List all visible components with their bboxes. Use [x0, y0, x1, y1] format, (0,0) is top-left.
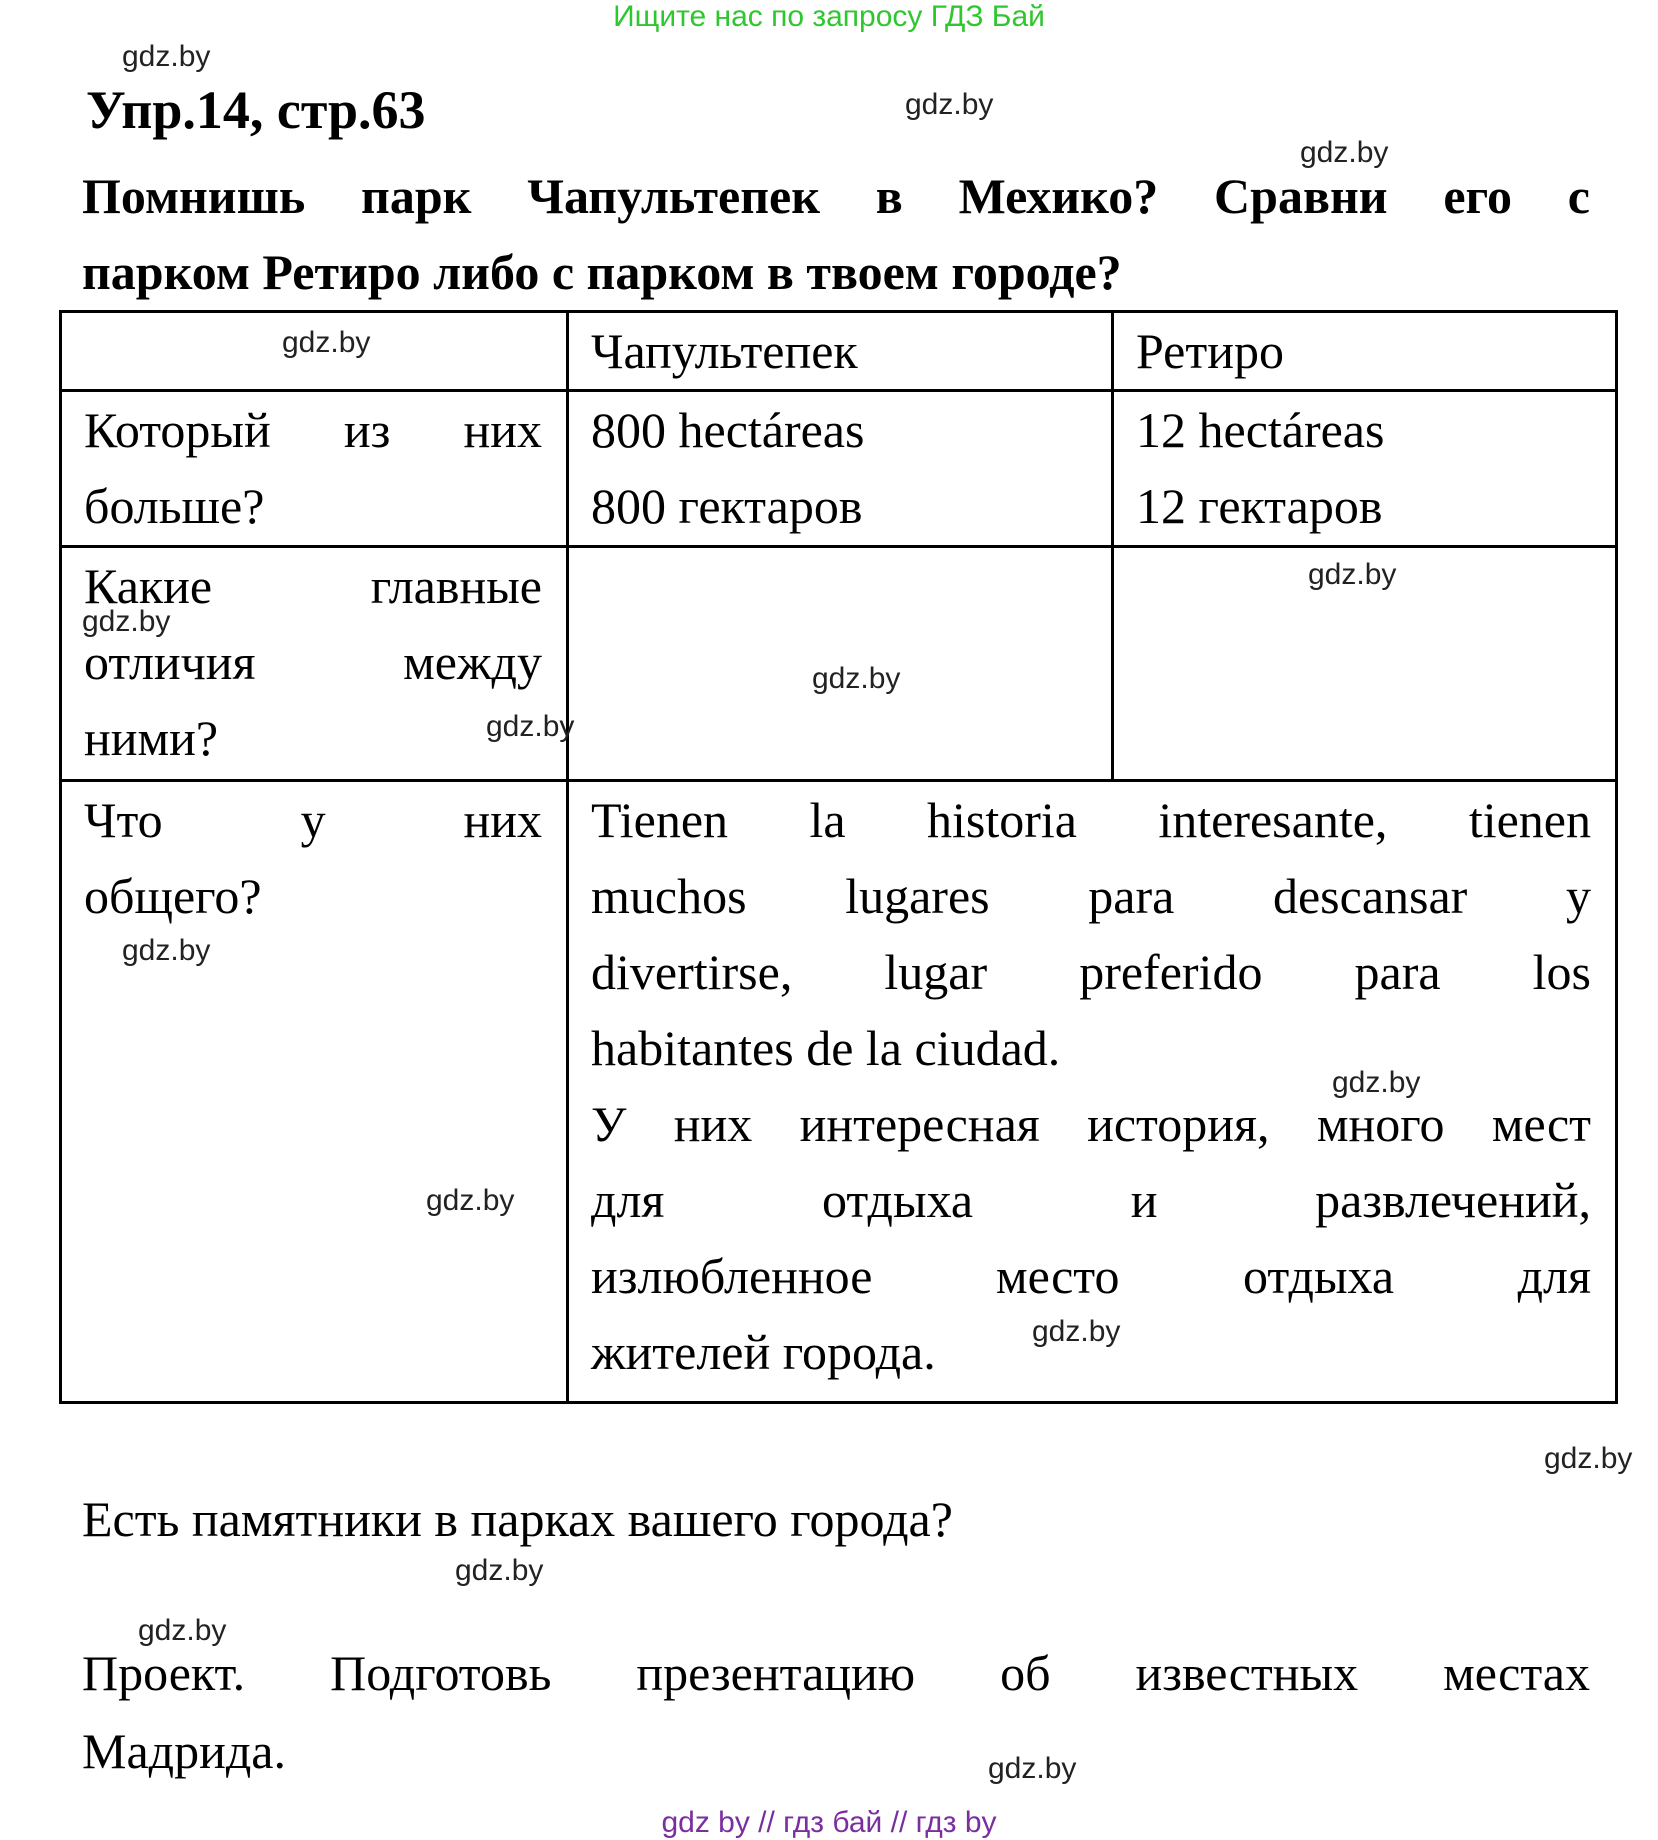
comparison-table [59, 310, 1618, 1404]
watermark: gdz.by [122, 40, 211, 73]
watermark: gdz.by [812, 662, 901, 695]
table-row-size [61, 391, 1617, 547]
watermark: gdz.by [1300, 136, 1389, 169]
project-task-line-2: Мадрида. [82, 1723, 286, 1779]
header-chapultepec: Чапультепек [568, 312, 1113, 391]
watermark: gdz.by [426, 1184, 515, 1217]
row-size-chapultepec: 800 hectáreas 800 гектаров [568, 391, 1113, 547]
row-common-question: Что у них общего? [61, 781, 568, 1403]
watermark: gdz.by [1308, 558, 1397, 591]
watermark: gdz.by [455, 1554, 544, 1587]
footer-links[interactable]: gdz by // гдз бай // гдз by [661, 1806, 997, 1839]
row-size-question: Который из них больше? [61, 391, 568, 547]
monuments-question: Есть памятники в парках вашего города? [82, 1491, 953, 1547]
exercise-title: Упр.14, стр.63 [86, 80, 426, 140]
watermark: gdz.by [1032, 1315, 1121, 1348]
project-task [82, 1634, 1590, 1790]
watermark: gdz.by [122, 934, 211, 967]
watermark: gdz.by [138, 1614, 227, 1647]
watermark: gdz.by [282, 326, 371, 359]
watermark: gdz.by [1544, 1442, 1633, 1475]
watermark: gdz.by [1332, 1066, 1421, 1099]
row-common-answer: Tienen la historia interesante, tienen muchos lugares para descansar y divertirse, lugar preferido para los habitantes de la ciudad. У них интересная история, много мест для отдыха и развлечений, излюбленное место отдыха для жителей города. [568, 781, 1617, 1403]
watermark: gdz.by [988, 1752, 1077, 1785]
watermark: gdz.by [82, 605, 171, 638]
top-banner: Ищите нас по запросу ГДЗ Бай [613, 0, 1045, 33]
watermark: gdz.by [905, 88, 994, 121]
row-size-retiro: 12 hectáreas 12 гектаров [1113, 391, 1617, 547]
task-question-line-1: Помнишь парк Чапультепек в Мехико? Сравни его с [82, 168, 1590, 224]
header-retiro: Ретиро [1113, 312, 1617, 391]
watermark: gdz.by [486, 710, 575, 743]
row-differences-question: Какие главные отличия между ними? [61, 547, 568, 781]
task-question [82, 158, 1590, 310]
project-task-line-1: Проект. Подготовь презентацию об известных местах [82, 1645, 1590, 1701]
task-question-line-2: парком Ретиро либо с парком в твоем городе? [82, 244, 1122, 300]
